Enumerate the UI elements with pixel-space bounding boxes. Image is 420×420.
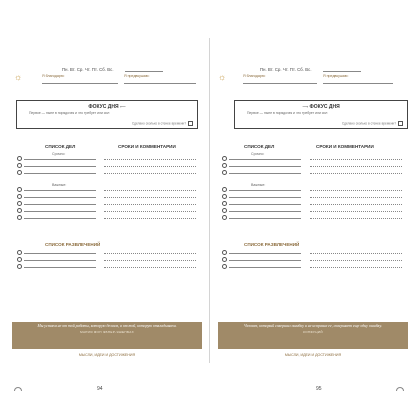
focus-box xyxy=(234,100,408,129)
quote-banner xyxy=(218,322,408,349)
todo-bullet[interactable] xyxy=(17,187,22,192)
focus-subtitle: Первое — ныне в порядочек и что требует или сил xyxy=(29,111,110,115)
comment-line[interactable] xyxy=(104,197,196,198)
focus-title: ФОКУС ДНЯ xyxy=(309,104,340,110)
important-label: Важные: xyxy=(52,183,67,187)
arrow-icon: ⟵ xyxy=(119,104,126,109)
page-number: 95 xyxy=(316,386,322,392)
sun-icon: ☼ xyxy=(14,72,23,82)
expect-line xyxy=(124,83,196,84)
todo-bullet[interactable] xyxy=(17,257,22,262)
checkbox-icon[interactable] xyxy=(398,121,403,126)
sun-icon: ☼ xyxy=(218,72,227,82)
grateful-label: Я благодарю: xyxy=(243,74,266,78)
todo-bullet[interactable] xyxy=(222,208,227,213)
todo-bullet[interactable] xyxy=(17,163,22,168)
todo-bullet[interactable] xyxy=(222,250,227,255)
todo-bullet[interactable] xyxy=(17,156,22,161)
quote-text: Мы устаем не от той работы, которую делаем, а от той, которую откладываем. xyxy=(37,324,177,328)
todo-line[interactable] xyxy=(229,253,301,254)
comment-line[interactable] xyxy=(104,211,196,212)
todo-bullet[interactable] xyxy=(222,257,227,262)
todo-line[interactable] xyxy=(24,197,96,198)
focus-box xyxy=(16,100,198,129)
todo-line[interactable] xyxy=(229,204,301,205)
focus-done-label: Сделано сколько в стенее времени? xyxy=(341,121,397,126)
todo-bullet[interactable] xyxy=(17,194,22,199)
left-page xyxy=(12,38,202,392)
todo-title: СПИСОК ДЕЛ xyxy=(45,144,76,149)
comment-line[interactable] xyxy=(104,267,196,268)
todo-line[interactable] xyxy=(24,211,96,212)
todo-line[interactable] xyxy=(24,267,96,268)
todo-title: СПИСОК ДЕЛ xyxy=(244,144,275,149)
comment-line[interactable] xyxy=(310,190,402,191)
urgent-label: Срочно: xyxy=(251,152,265,156)
todo-line[interactable] xyxy=(229,166,301,167)
checkbox-icon[interactable] xyxy=(188,121,193,126)
todo-bullet[interactable] xyxy=(17,250,22,255)
comment-line[interactable] xyxy=(104,253,196,254)
comment-line[interactable] xyxy=(310,260,402,261)
todo-line[interactable] xyxy=(24,253,96,254)
todo-line[interactable] xyxy=(24,260,96,261)
focus-subtitle: Первое — ныне в порядочек и что требует или сил xyxy=(247,111,328,115)
right-page xyxy=(218,38,408,392)
urgent-label: Срочно: xyxy=(52,152,66,156)
todo-line[interactable] xyxy=(24,218,96,219)
book-icon xyxy=(14,387,22,391)
comment-line[interactable] xyxy=(104,204,196,205)
todo-bullet[interactable] xyxy=(17,170,22,175)
deadlines-title: СРОКИ И КОММЕНТАРИИ xyxy=(118,144,176,149)
footer-caption: МЫСЛИ, ИДЕИ И ДОСТИЖЕНИЯ xyxy=(284,353,342,357)
comment-line[interactable] xyxy=(104,260,196,261)
todo-bullet[interactable] xyxy=(222,215,227,220)
focus-done-label: Сделано сколько в стенее времени? xyxy=(131,121,187,126)
comment-line[interactable] xyxy=(310,211,402,212)
grateful-line xyxy=(243,83,317,84)
todo-line[interactable] xyxy=(24,204,96,205)
weekday-line: Пн. Вт. Ср. Чт. Пт. Сб. Вс. xyxy=(260,67,312,72)
todo-line[interactable] xyxy=(24,190,96,191)
todo-bullet[interactable] xyxy=(222,170,227,175)
comment-line[interactable] xyxy=(104,166,196,167)
comment-line[interactable] xyxy=(104,173,196,174)
comment-line[interactable] xyxy=(310,173,402,174)
comment-line[interactable] xyxy=(104,218,196,219)
comment-line[interactable] xyxy=(104,190,196,191)
quote-author: КОНФУЦИЙ xyxy=(303,329,323,334)
arrow-icon: ⟶ xyxy=(302,104,309,109)
todo-line[interactable] xyxy=(229,159,301,160)
expect-line xyxy=(323,83,393,84)
comment-line[interactable] xyxy=(310,267,402,268)
deadlines-title: СРОКИ И КОММЕНТАРИИ xyxy=(316,144,374,149)
expect-label: Я предвкушаю: xyxy=(323,74,349,78)
date-line xyxy=(125,71,163,72)
todo-line[interactable] xyxy=(24,159,96,160)
todo-line[interactable] xyxy=(229,211,301,212)
todo-bullet[interactable] xyxy=(222,201,227,206)
todo-line[interactable] xyxy=(24,166,96,167)
comment-line[interactable] xyxy=(310,197,402,198)
comment-line[interactable] xyxy=(310,204,402,205)
expect-label: Я предвкушаю: xyxy=(124,74,150,78)
comment-line[interactable] xyxy=(310,218,402,219)
todo-line[interactable] xyxy=(229,218,301,219)
todo-line[interactable] xyxy=(229,260,301,261)
book-icon xyxy=(396,387,404,391)
grateful-label: Я благодарю: xyxy=(42,74,65,78)
book-fold xyxy=(209,38,210,363)
fun-title: СПИСОК РАЗВЛЕЧЕНИЙ xyxy=(244,242,300,247)
comment-line[interactable] xyxy=(310,253,402,254)
comment-line[interactable] xyxy=(310,166,402,167)
quote-author: МАРИЯ ФОН ЭБНЕР-ЭШЕНБАХ xyxy=(80,329,134,334)
date-line xyxy=(323,71,361,72)
todo-bullet[interactable] xyxy=(17,208,22,213)
todo-bullet[interactable] xyxy=(17,215,22,220)
fun-title: СПИСОК РАЗВЛЕЧЕНИЙ xyxy=(45,242,101,247)
comment-line[interactable] xyxy=(310,159,402,160)
todo-bullet[interactable] xyxy=(222,163,227,168)
quote-banner xyxy=(12,322,202,349)
todo-line[interactable] xyxy=(229,267,301,268)
quote-text: Человек, который совершил ошибку и не исправил ее, совершает еще одну ошибку. xyxy=(244,324,382,328)
grateful-line xyxy=(42,83,118,84)
page-number: 94 xyxy=(97,386,103,392)
focus-title: ФОКУС ДНЯ xyxy=(88,104,119,110)
todo-bullet[interactable] xyxy=(17,201,22,206)
todo-bullet[interactable] xyxy=(17,264,22,269)
todo-bullet[interactable] xyxy=(222,264,227,269)
footer-caption: МЫСЛИ, ИДЕИ И ДОСТИЖЕНИЯ xyxy=(78,353,136,357)
todo-line[interactable] xyxy=(229,173,301,174)
todo-line[interactable] xyxy=(24,173,96,174)
todo-line[interactable] xyxy=(229,197,301,198)
important-label: Важные: xyxy=(251,183,266,187)
todo-bullet[interactable] xyxy=(222,156,227,161)
todo-bullet[interactable] xyxy=(222,187,227,192)
todo-line[interactable] xyxy=(229,190,301,191)
comment-line[interactable] xyxy=(104,159,196,160)
todo-bullet[interactable] xyxy=(222,194,227,199)
weekday-line: Пн. Вт. Ср. Чт. Пт. Сб. Вс. xyxy=(62,67,114,72)
